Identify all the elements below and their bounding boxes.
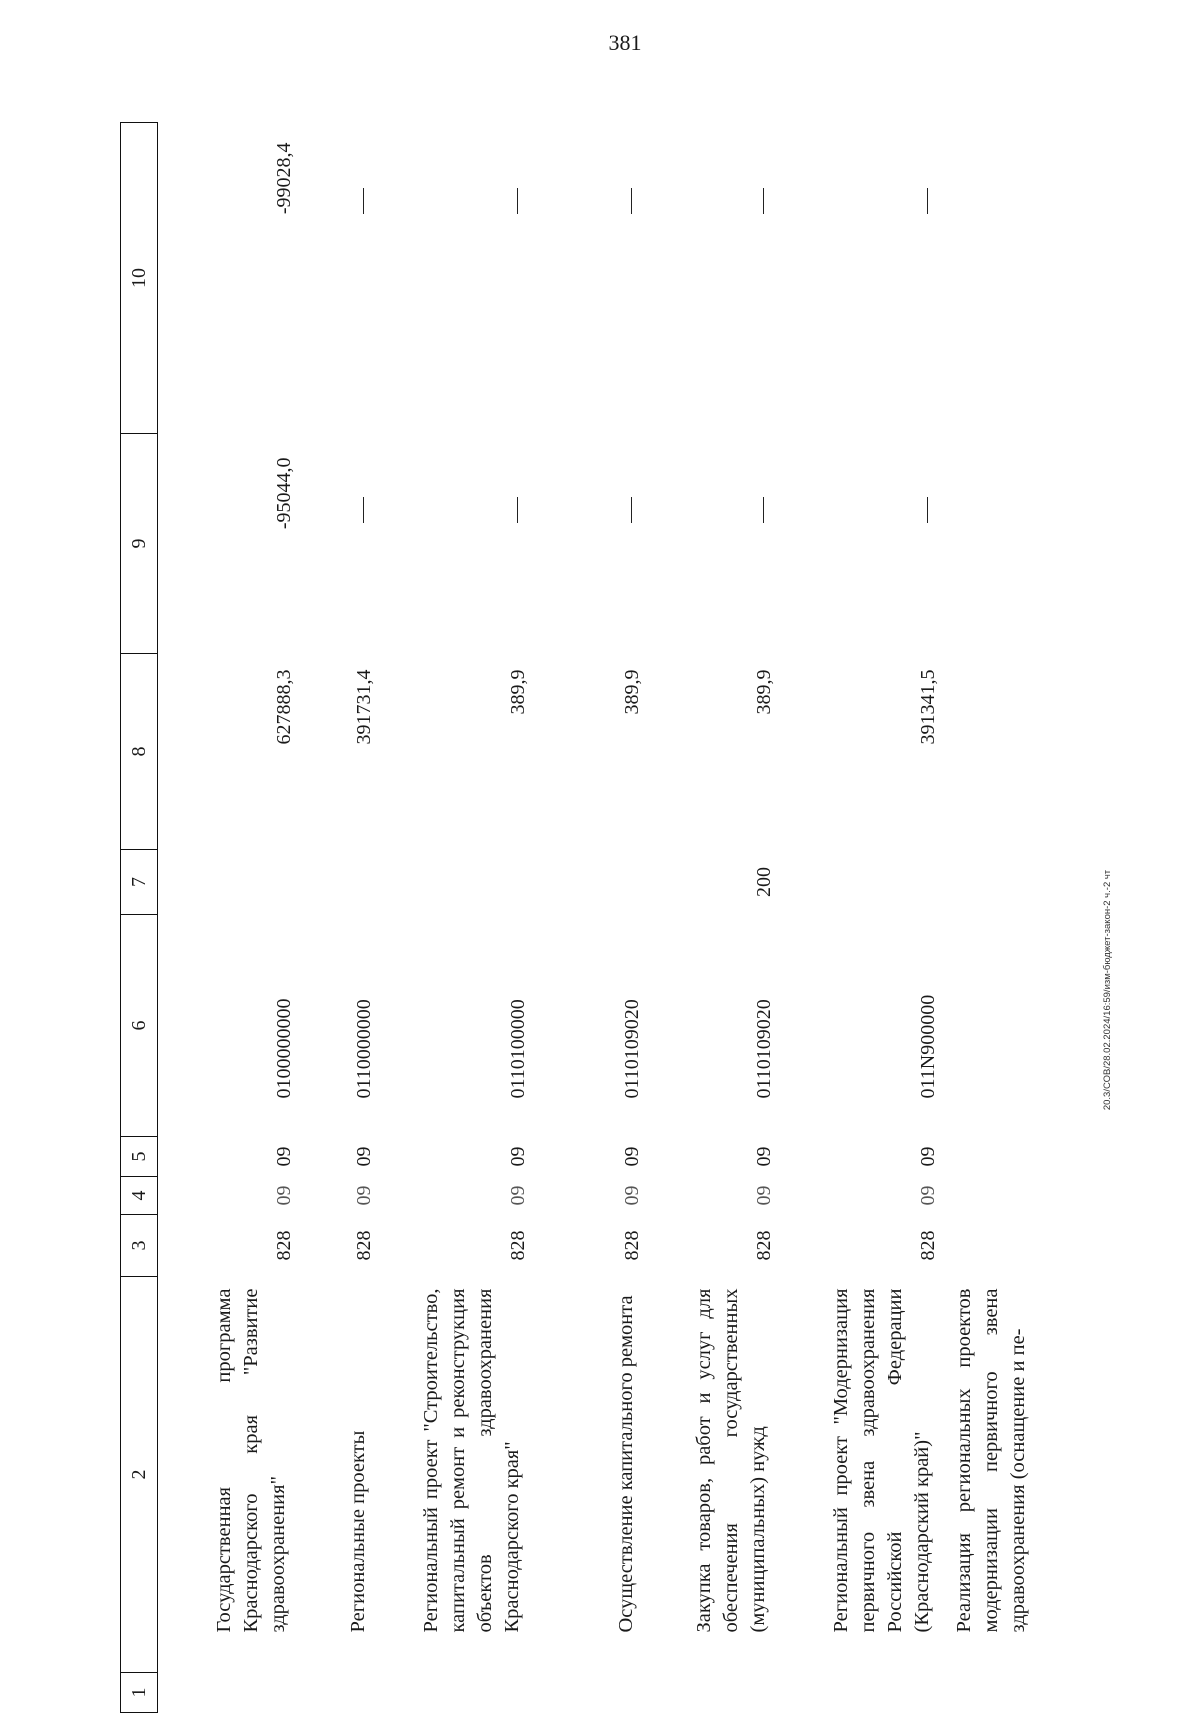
subsection-code: 09 — [621, 1146, 643, 1167]
change-value: -95044,0 — [273, 457, 295, 530]
header-cell: 6 — [121, 915, 158, 1137]
expense-type-code — [534, 850, 648, 915]
dash-mark — [927, 189, 928, 215]
table-row — [158, 123, 301, 1713]
dash-mark — [363, 189, 364, 215]
item-name: Государственная программа Краснодарского края "Развитие здравоохранения" — [212, 1288, 289, 1633]
change-value-2 — [380, 123, 534, 434]
amount-value: 389,9 — [753, 669, 775, 715]
amount-value: 391341,5 — [917, 669, 939, 745]
subsection-code: 09 — [507, 1146, 529, 1167]
change-value — [648, 434, 780, 654]
subsection-code — [944, 1137, 1040, 1177]
table-row — [534, 123, 648, 1713]
row-number-cell — [780, 1673, 944, 1713]
vedomstvo-code: 828 — [753, 1230, 775, 1261]
amount-value: 389,9 — [507, 669, 529, 715]
table-row — [300, 123, 380, 1713]
table-row — [380, 123, 534, 1713]
item-name: Региональные проекты — [346, 1430, 369, 1633]
change-value — [534, 434, 648, 654]
document-footer: 20.3/СОВ/28.02.2024/16:59/изм-бюджет-закон-2 ч.-2 чт — [1102, 869, 1113, 1111]
vedomstvo-code — [944, 1215, 1040, 1277]
amount-value: 627888,3 — [273, 669, 295, 745]
header-cell: 9 — [121, 434, 158, 654]
change-value — [780, 434, 944, 654]
change-value-2: -99028,4 — [273, 142, 295, 215]
item-name: Реализация региональных проектов модернизации первичного звена здравоохранения (оснащение и пе- — [952, 1288, 1029, 1633]
section-code: 09 — [621, 1185, 643, 1206]
header-cell: 5 — [121, 1137, 158, 1177]
expense-type-code: 200 — [753, 867, 775, 897]
row-number-cell — [944, 1673, 1040, 1713]
target-article-code: 0100000000 — [273, 998, 295, 1099]
header-cell: 3 — [121, 1215, 158, 1277]
vedomstvo-code: 828 — [353, 1230, 375, 1261]
header-cell: 8 — [121, 654, 158, 850]
item-name: Региональный проект "Модернизация первичного звена здравоохранения Российской Федерации (Краснодарский край)" — [829, 1288, 933, 1633]
subsection-code: 09 — [273, 1146, 295, 1167]
target-article-code: 011N900000 — [917, 994, 939, 1099]
amount-value: 389,9 — [621, 669, 643, 715]
header-cell: 1 — [121, 1673, 158, 1713]
section-code: 09 — [353, 1185, 375, 1206]
row-number-cell — [380, 1673, 534, 1713]
table-header-row — [121, 123, 158, 1713]
dash-mark — [763, 189, 764, 215]
target-article-code: 0110109020 — [621, 999, 643, 1099]
item-name: Региональный проект "Строительство, капитальный ремонт и реконструкция объектов здравоохранения Краснодарского края" — [419, 1288, 523, 1633]
change-value — [300, 434, 380, 654]
expense-type-code — [380, 850, 534, 915]
dash-mark — [517, 189, 518, 215]
change-value — [380, 434, 534, 654]
row-number-cell — [648, 1673, 780, 1713]
row-number-cell — [300, 1673, 380, 1713]
dash-mark — [517, 498, 518, 524]
change-value-2 — [534, 123, 648, 434]
item-name: Закупка товаров, работ и услуг для обеспечения государственных (муниципальных) нужд — [692, 1288, 769, 1633]
section-code: 09 — [917, 1185, 939, 1206]
amount-value: 391731,4 — [353, 669, 375, 745]
dash-mark — [631, 189, 632, 215]
target-article-code — [944, 915, 1040, 1137]
dash-mark — [763, 498, 764, 524]
vedomstvo-code: 828 — [621, 1230, 643, 1261]
expense-type-code — [780, 850, 944, 915]
row-number-cell — [534, 1673, 648, 1713]
header-cell: 10 — [121, 123, 158, 434]
target-article-code: 0110000000 — [353, 999, 375, 1099]
header-cell: 7 — [121, 850, 158, 915]
header-cell: 2 — [121, 1277, 158, 1673]
expense-type-code — [944, 850, 1040, 915]
vedomstvo-code: 828 — [507, 1230, 529, 1261]
amount-value — [944, 654, 1040, 850]
vedomstvo-code: 828 — [917, 1230, 939, 1261]
dash-mark — [631, 498, 632, 524]
item-name: Осуществление капитального ремонта — [614, 1295, 637, 1633]
table-row — [780, 123, 944, 1713]
expense-type-code — [158, 850, 301, 915]
subsection-code: 09 — [917, 1146, 939, 1167]
rotated-table-frame — [120, 123, 1060, 1713]
subsection-code: 09 — [353, 1146, 375, 1167]
section-code — [944, 1177, 1040, 1215]
table-row — [944, 123, 1040, 1713]
change-value-2 — [648, 123, 780, 434]
budget-table — [120, 122, 1040, 1713]
table-row — [648, 123, 780, 1713]
change-value-2 — [780, 123, 944, 434]
target-article-code: 0110109020 — [753, 999, 775, 1099]
change-value — [944, 434, 1040, 654]
change-value-2 — [300, 123, 380, 434]
header-cell: 4 — [121, 1177, 158, 1215]
page-number: 381 — [608, 30, 642, 55]
dash-mark — [363, 498, 364, 524]
section-code: 09 — [507, 1185, 529, 1206]
expense-type-code — [300, 850, 380, 915]
target-article-code: 0110100000 — [507, 999, 529, 1099]
section-code: 09 — [753, 1185, 775, 1206]
subsection-code: 09 — [753, 1146, 775, 1167]
vedomstvo-code: 828 — [273, 1230, 295, 1261]
row-number-cell — [158, 1673, 301, 1713]
change-value-2 — [944, 123, 1040, 434]
section-code: 09 — [273, 1185, 295, 1206]
dash-mark — [927, 498, 928, 524]
